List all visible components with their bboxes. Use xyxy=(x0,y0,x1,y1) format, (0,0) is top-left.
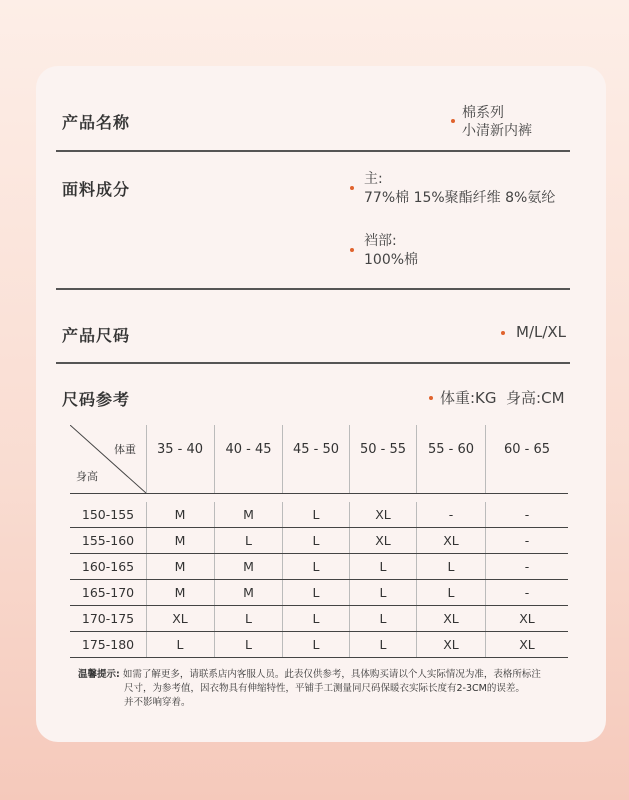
weight-col-header: 60 - 65 xyxy=(503,442,551,457)
weight-col-header: 45 - 50 xyxy=(283,425,350,493)
tip-line3: 并不影响穿着。 xyxy=(124,697,191,708)
corner-height: 身高 xyxy=(76,470,98,483)
product-name-label: 产品名称 xyxy=(62,113,131,132)
size-cell: L xyxy=(283,528,350,553)
tip-note xyxy=(78,668,568,710)
size-cell: XL xyxy=(519,611,535,626)
size-cell: L xyxy=(283,580,350,605)
size-cell: M xyxy=(146,580,215,605)
product-name-line2: 小清新内裤 xyxy=(462,123,532,139)
size-cell: L xyxy=(215,632,283,657)
size-cell: L xyxy=(283,502,350,527)
size-cell: XL xyxy=(350,502,417,527)
height-cell: 150-155 xyxy=(70,502,147,527)
size-cell: XL xyxy=(417,606,486,631)
divider xyxy=(56,362,570,364)
size-cell: L xyxy=(417,580,486,605)
fabric-main-value: 77%棉 15%聚酯纤维 8%氨纶 xyxy=(364,190,556,206)
tip-prefix: 温馨提示: xyxy=(78,669,120,680)
height-cell: 165-170 xyxy=(70,580,147,605)
size-cell: - xyxy=(417,502,486,527)
height-cell: 175-180 xyxy=(70,632,147,657)
tip-line2: 尺寸，为参考值，因衣物具有伸缩特性，平铺手工测量同尺码保暖衣实际长度有2-3CM的误差。 xyxy=(124,683,525,694)
size-cell: M xyxy=(146,554,215,579)
table-row xyxy=(70,528,568,554)
size-cell: M xyxy=(215,502,283,527)
size-cell: - xyxy=(524,559,530,574)
divider xyxy=(56,150,570,152)
bullet-icon xyxy=(451,119,455,123)
size-cell: XL xyxy=(417,632,486,657)
weight-col-header: 50 - 55 xyxy=(350,425,417,493)
size-cell: XL xyxy=(519,637,535,652)
table-row xyxy=(70,580,568,606)
size-cell: L xyxy=(215,528,283,553)
size-cell: XL xyxy=(146,606,215,631)
weight-col-header: 55 - 60 xyxy=(417,425,486,493)
height-cell: 170-175 xyxy=(70,606,147,631)
table-header xyxy=(70,425,568,494)
fabric-label: 面料成分 xyxy=(62,180,131,199)
size-cell: L xyxy=(350,606,417,631)
size-cell: M xyxy=(146,502,215,527)
size-label: 产品尺码 xyxy=(62,326,131,345)
corner-weight: 体重 xyxy=(114,443,136,456)
divider xyxy=(56,288,570,290)
table-row xyxy=(70,632,568,658)
fabric-main-label: 主: xyxy=(364,171,383,187)
bullet-icon xyxy=(350,248,354,252)
size-cell: M xyxy=(215,580,283,605)
fabric-crotch-label: 裆部: xyxy=(364,233,397,249)
bullet-icon xyxy=(501,331,505,335)
size-cell: - xyxy=(524,533,530,548)
size-cell: - xyxy=(524,507,530,522)
reference-units: 体重:KG 身高:CM xyxy=(440,389,565,407)
fabric-crotch-value: 100%棉 xyxy=(364,252,419,268)
product-name-line1: 棉系列 xyxy=(462,105,504,121)
size-cell: L xyxy=(350,580,417,605)
table-row xyxy=(70,502,568,528)
tip-line1: 如需了解更多，请联系店内客服人员。此表仅供参考，具体购买请以个人实际情况为准，表格所标注 xyxy=(122,669,541,680)
size-cell: M xyxy=(146,528,215,553)
size-cell: L xyxy=(283,606,350,631)
table-row xyxy=(70,554,568,580)
size-cell: L xyxy=(350,554,417,579)
size-cell: L xyxy=(146,632,215,657)
size-cell: L xyxy=(215,606,283,631)
size-cell: L xyxy=(283,632,350,657)
size-cell: XL xyxy=(417,528,486,553)
size-cell: L xyxy=(283,554,350,579)
bullet-icon xyxy=(429,396,433,400)
size-cell: M xyxy=(215,554,283,579)
size-cell: XL xyxy=(350,528,417,553)
corner-cell xyxy=(70,425,147,493)
height-cell: 160-165 xyxy=(70,554,147,579)
height-cell: 155-160 xyxy=(70,528,147,553)
bullet-icon xyxy=(350,186,354,190)
size-cell: L xyxy=(350,632,417,657)
weight-col-header: 40 - 45 xyxy=(215,425,283,493)
size-cell: - xyxy=(524,585,530,600)
size-cell: L xyxy=(417,554,486,579)
table-row xyxy=(70,606,568,632)
size-value: M/L/XL xyxy=(516,323,567,341)
weight-col-header: 35 - 40 xyxy=(146,425,215,493)
reference-label: 尺码参考 xyxy=(62,390,131,409)
